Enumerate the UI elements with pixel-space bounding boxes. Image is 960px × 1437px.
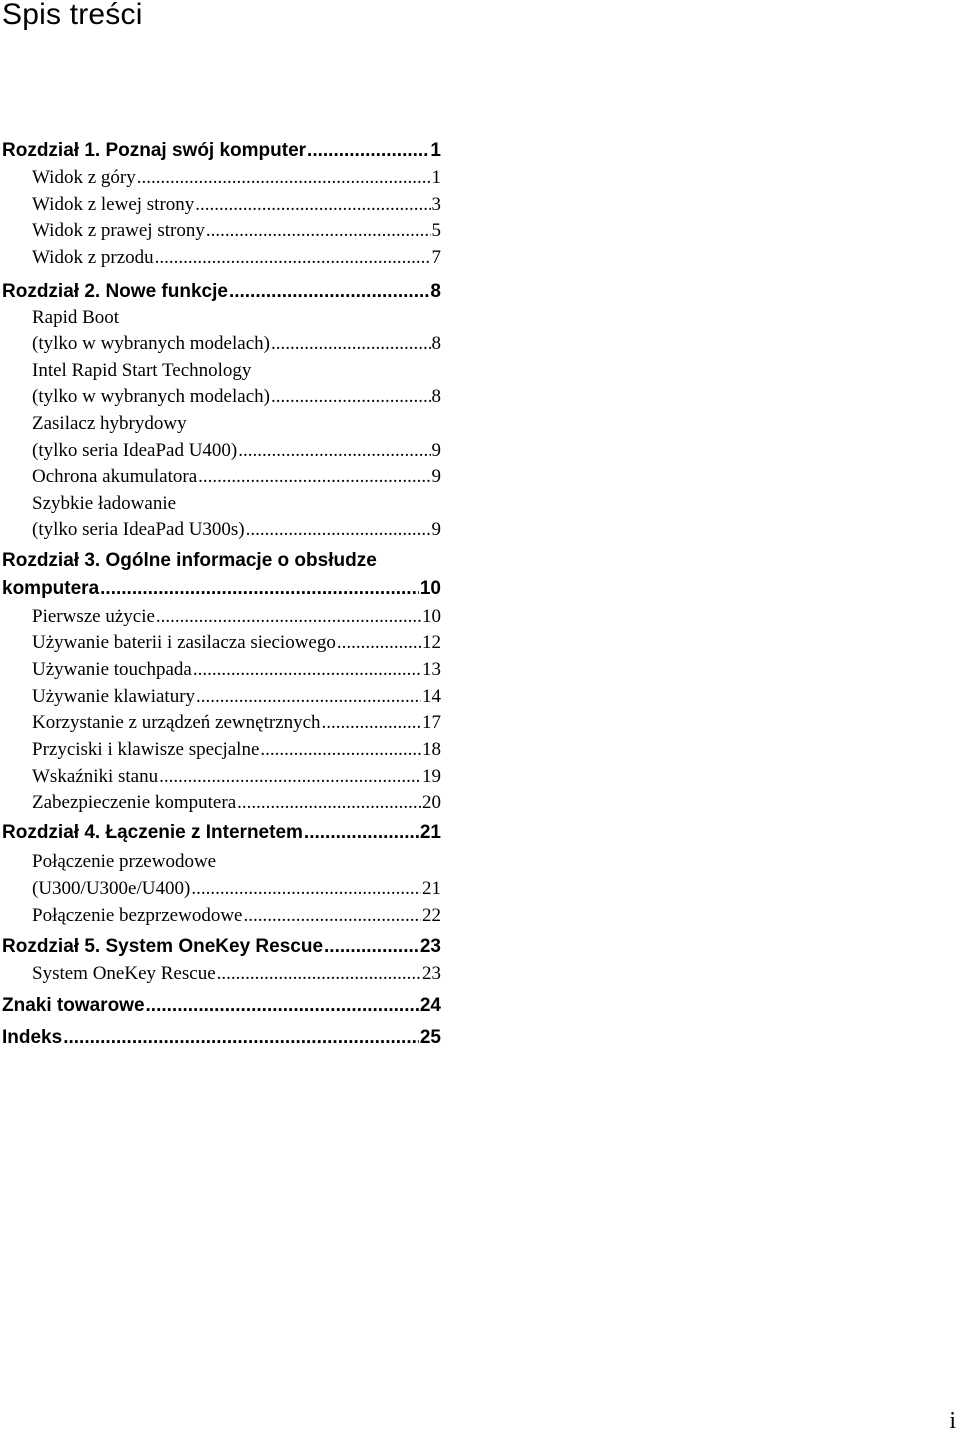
toc-section-entry[interactable] [0, 963, 441, 985]
toc-page-number: 22 [422, 905, 441, 926]
toc-section-entry[interactable] [0, 739, 441, 761]
dot-leader [307, 140, 429, 162]
toc-chapter-entry[interactable] [0, 281, 441, 303]
toc-page-number: 8 [431, 333, 441, 354]
toc-section-entry[interactable] [0, 766, 441, 788]
toc-page-number: 20 [422, 792, 441, 813]
toc-entry-heading: Połączenie przewodowe [32, 851, 217, 872]
toc-entry-heading: Rapid Boot [32, 307, 120, 328]
dot-leader [196, 686, 421, 708]
toc-chapter-entry[interactable] [0, 140, 441, 162]
dot-leader [146, 995, 419, 1017]
toc-page-number: 3 [431, 194, 441, 215]
toc-entry-title: Korzystanie z urządzeń zewnętrznych [32, 712, 321, 733]
toc-entry-title: (tylko w wybranych modelach) [32, 333, 270, 354]
toc-section-entry[interactable] [0, 466, 441, 488]
toc-page-number: 25 [419, 1027, 441, 1048]
toc-page-number: 24 [419, 995, 441, 1016]
toc-entry-title: Znaki towarowe [2, 995, 145, 1016]
dot-leader [100, 578, 419, 600]
toc-entry-title: Pierwsze użycie [32, 606, 155, 627]
toc-entry-title: Widok z góry [32, 167, 136, 188]
dot-leader [198, 466, 430, 488]
dot-leader [238, 440, 430, 462]
toc-page-number: 17 [422, 712, 441, 733]
toc-section-entry[interactable] [0, 878, 441, 900]
toc-page-number: 10 [422, 606, 441, 627]
toc-entry-heading: Intel Rapid Start Technology [32, 360, 252, 381]
page-number: i [949, 1408, 956, 1434]
toc-entry-title: Używanie touchpada [32, 659, 192, 680]
toc-section-entry[interactable] [0, 247, 441, 269]
dot-leader [159, 766, 421, 788]
dot-leader [193, 659, 421, 681]
toc-page-number: 7 [431, 247, 441, 268]
toc-entry-heading: Zasilacz hybrydowy [32, 413, 187, 434]
toc-entry-title: Ochrona akumulatora [32, 466, 198, 487]
dot-leader [246, 519, 431, 541]
dot-leader [304, 822, 419, 844]
toc-entry-title: Rozdział 2. Nowe funkcje [2, 281, 228, 302]
dot-leader [191, 878, 421, 900]
toc-section-entry[interactable] [0, 220, 441, 242]
toc-entry-title: Wskaźniki stanu [32, 766, 159, 787]
toc-page-number: 8 [430, 281, 441, 302]
dot-leader [243, 905, 421, 927]
toc-entry-title: Zabezpieczenie komputera [32, 792, 237, 813]
toc-page-number: 19 [422, 766, 441, 787]
dot-leader [229, 281, 429, 303]
page-title: Spis treści [2, 0, 143, 31]
toc-page-number: 10 [419, 578, 441, 599]
toc-page-number: 21 [419, 822, 441, 843]
dot-leader [195, 194, 430, 216]
toc-entry-heading: Rozdział 3. Ogólne informacje o obsłudze [2, 550, 377, 571]
toc-entry-heading: Szybkie ładowanie [32, 493, 177, 514]
toc-section-entry[interactable] [0, 712, 441, 734]
toc-entry-title: (tylko seria IdeaPad U300s) [32, 519, 245, 540]
dot-leader [237, 792, 421, 814]
toc-entry-title: Używanie klawiatury [32, 686, 196, 707]
toc-entry-title: Widok z lewej strony [32, 194, 195, 215]
dot-leader [217, 963, 421, 985]
toc-section-entry[interactable] [0, 632, 441, 654]
toc-page-number: 13 [422, 659, 441, 680]
toc-page-number: 14 [422, 686, 441, 707]
toc-chapter-entry[interactable] [0, 578, 441, 600]
toc-page-number: 9 [431, 466, 441, 487]
toc-page-number: 23 [419, 936, 441, 957]
toc-page-number: 12 [422, 632, 441, 653]
toc-page-number: 9 [431, 519, 441, 540]
toc-entry-title: Przyciski i klawisze specjalne [32, 739, 260, 760]
toc-entry-title: Rozdział 4. Łączenie z Internetem [2, 822, 303, 843]
dot-leader [322, 712, 421, 734]
toc-page-number: 18 [422, 739, 441, 760]
toc-page-number: 23 [422, 963, 441, 984]
toc-chapter-entry[interactable] [0, 822, 441, 844]
toc-entry-title: Używanie baterii i zasilacza sieciowego [32, 632, 336, 653]
toc-section-entry[interactable] [0, 606, 441, 628]
toc-entry-title: (tylko seria IdeaPad U400) [32, 440, 238, 461]
toc-section-entry[interactable] [0, 905, 441, 927]
toc-chapter-entry[interactable] [0, 995, 441, 1017]
toc-section-entry[interactable] [0, 333, 441, 355]
dot-leader [137, 167, 431, 189]
dot-leader [206, 220, 431, 242]
dot-leader [63, 1027, 419, 1049]
dot-leader [271, 333, 431, 355]
toc-chapter-entry[interactable] [0, 936, 441, 958]
toc-page-number: 1 [431, 167, 441, 188]
toc-section-entry[interactable] [0, 386, 441, 408]
toc-section-entry[interactable] [0, 194, 441, 216]
toc-section-entry[interactable] [0, 440, 441, 462]
dot-leader [156, 606, 421, 628]
dot-leader [271, 386, 431, 408]
toc-entry-title: Widok z przodu [32, 247, 154, 268]
toc-section-entry[interactable] [0, 686, 441, 708]
toc-entry-title: (tylko w wybranych modelach) [32, 386, 270, 407]
toc-section-entry[interactable] [0, 519, 441, 541]
toc-page-number: 5 [431, 220, 441, 241]
dot-leader [260, 739, 421, 761]
toc-entry-title: Rozdział 5. System OneKey Rescue [2, 936, 324, 957]
toc-section-entry[interactable] [0, 167, 441, 189]
toc-entry-title: Rozdział 1. Poznaj swój komputer [2, 140, 307, 161]
toc-chapter-entry[interactable] [0, 1027, 441, 1049]
toc-section-entry[interactable] [0, 792, 441, 814]
toc-entry-title: Indeks [2, 1027, 63, 1048]
toc-page-number: 8 [431, 386, 441, 407]
dot-leader [324, 936, 419, 958]
toc-entry-title: Połączenie bezprzewodowe [32, 905, 243, 926]
toc-page-number: 21 [422, 878, 441, 899]
toc-section-entry[interactable] [0, 659, 441, 681]
dot-leader [155, 247, 431, 269]
toc-entry-title: komputera [2, 578, 100, 599]
dot-leader [337, 632, 421, 654]
toc-page-number: 9 [431, 440, 441, 461]
toc-entry-title: (U300/U300e/U400) [32, 878, 191, 899]
toc-entry-title: System OneKey Rescue [32, 963, 216, 984]
toc-entry-title: Widok z prawej strony [32, 220, 205, 241]
toc-page-number: 1 [430, 140, 441, 161]
